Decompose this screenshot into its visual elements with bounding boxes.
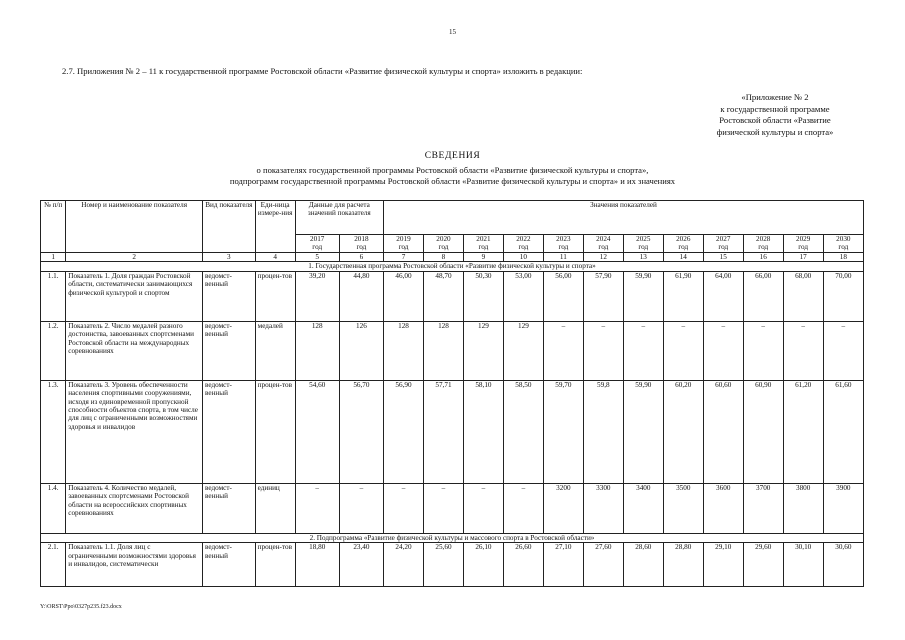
indicator-type: ведомст-венный: [203, 321, 256, 380]
appendix-line: к государственной программе: [720, 103, 830, 114]
indicator-value: –: [423, 483, 463, 533]
indicator-value: 128: [295, 321, 339, 380]
column-number: 3: [203, 253, 256, 262]
indicator-value: 57,71: [423, 380, 463, 483]
indicator-value: 58,50: [503, 380, 543, 483]
column-number: 10: [503, 253, 543, 262]
indicator-name: Показатель 1.1. Доля лиц с ограниченными возможностями здоровья и инвалидов, систематически: [66, 543, 203, 587]
section-title: 2. Подпрограмма «Развитие физической культуры и массового спорта в Ростовской области»: [41, 533, 864, 542]
indicator-value: –: [384, 483, 424, 533]
indicator-type: ведомст-венный: [203, 543, 256, 587]
column-number: 17: [783, 253, 823, 262]
indicator-value: 54,60: [295, 380, 339, 483]
table-row: [41, 271, 864, 321]
indicator-value: 30,10: [783, 543, 823, 587]
table-row: [41, 543, 864, 587]
indicator-unit: медалей: [255, 321, 295, 380]
indicator-value: 44,80: [339, 271, 383, 321]
year-header: 2030 год: [823, 235, 863, 253]
header-values: Значения показателей: [384, 201, 864, 235]
column-number: 6: [339, 253, 383, 262]
indicator-value: 3700: [743, 483, 783, 533]
indicator-value: 28,60: [623, 543, 663, 587]
indicator-value: 64,00: [703, 271, 743, 321]
indicator-value: 29,60: [743, 543, 783, 587]
table-row: [41, 483, 864, 533]
indicator-value: 18,80: [295, 543, 339, 587]
year-header: 2022 год: [503, 235, 543, 253]
indicator-value: 60,90: [743, 380, 783, 483]
column-number: 8: [423, 253, 463, 262]
indicator-value: 61,20: [783, 380, 823, 483]
indicator-value: 30,60: [823, 543, 863, 587]
indicator-type: ведомст-венный: [203, 380, 256, 483]
header-name: Номер и наименование показателя: [66, 201, 203, 253]
column-number: 14: [663, 253, 703, 262]
appendix-line: «Приложение № 2: [741, 92, 809, 102]
indicator-value: 28,80: [663, 543, 703, 587]
header-unit: Еди-ница измере-ния: [255, 201, 295, 253]
indicator-value: 3900: [823, 483, 863, 533]
indicator-value: –: [543, 321, 583, 380]
indicator-value: –: [503, 483, 543, 533]
indicator-value: 27,60: [583, 543, 623, 587]
table-row: [41, 380, 864, 483]
column-number: 13: [623, 253, 663, 262]
row-number: 1.3.: [41, 380, 66, 483]
page-number: 15: [449, 28, 456, 36]
indicator-value: 60,60: [703, 380, 743, 483]
header-base-data: Данные для расчета значений показателя: [295, 201, 383, 235]
indicator-value: 58,10: [463, 380, 503, 483]
indicator-type: ведомст-венный: [203, 483, 256, 533]
indicator-value: 56,70: [339, 380, 383, 483]
subtitle-line: о показателях государственной программы Ростовской области «Развитие физической культуры и спорта»,: [256, 165, 649, 175]
column-number: 16: [743, 253, 783, 262]
indicator-name: Показатель 2. Число медалей разного достоинства, завоеванных спортсменами Ростовской области на международных соревнованиях: [66, 321, 203, 380]
indicator-unit: процен-тов: [255, 543, 295, 587]
indicator-value: 27,10: [543, 543, 583, 587]
indicator-value: 126: [339, 321, 383, 380]
column-number: 2: [66, 253, 203, 262]
indicator-unit: единиц: [255, 483, 295, 533]
column-number: 18: [823, 253, 863, 262]
indicator-value: 3200: [543, 483, 583, 533]
column-number: 5: [295, 253, 339, 262]
indicator-value: –: [463, 483, 503, 533]
indicator-value: 60,20: [663, 380, 703, 483]
indicator-name: Показатель 3. Уровень обеспеченности населения спортивными сооружениями, исходя из единовременной пропускной способности объектов спорта, в том числе для лиц с ограниченными возможностями здоровья и инвалидов: [66, 380, 203, 483]
year-header: 2023 год: [543, 235, 583, 253]
indicator-value: 26,10: [463, 543, 503, 587]
indicator-value: –: [823, 321, 863, 380]
indicator-value: 3500: [663, 483, 703, 533]
document-title: СВЕДЕНИЯ: [424, 151, 481, 161]
indicator-value: –: [743, 321, 783, 380]
file-path-footer: Y:\ORST\Ppo\0327p235.f23.docx: [40, 604, 122, 610]
section-row: [41, 262, 864, 271]
column-number: 11: [543, 253, 583, 262]
year-header: 2020 год: [423, 235, 463, 253]
indicator-value: 57,90: [583, 271, 623, 321]
indicator-value: 3600: [703, 483, 743, 533]
column-number: 4: [255, 253, 295, 262]
year-header: 2028 год: [743, 235, 783, 253]
year-header: 2027 год: [703, 235, 743, 253]
year-header: 2019 год: [384, 235, 424, 253]
indicator-name: Показатель 4. Количество медалей, завоеванных спортсменами Ростовской области на всероссийских спортивных соревнованиях: [66, 483, 203, 533]
appendix-line: Ростовской области «Развитие: [719, 115, 831, 125]
column-number: 12: [583, 253, 623, 262]
indicator-value: 129: [503, 321, 543, 380]
indicator-value: 59,90: [623, 380, 663, 483]
year-header: 2018 год: [339, 235, 383, 253]
indicator-value: 61,60: [823, 380, 863, 483]
indicator-value: 61,90: [663, 271, 703, 321]
table-body: [41, 201, 864, 587]
year-header: 2021 год: [463, 235, 503, 253]
indicator-value: –: [783, 321, 823, 380]
indicator-value: 128: [423, 321, 463, 380]
column-number: 15: [703, 253, 743, 262]
indicator-value: 56,00: [543, 271, 583, 321]
indicators-table: [40, 200, 864, 587]
document-subtitle: [0, 165, 905, 186]
column-number: 1: [41, 253, 66, 262]
year-header: 2017 год: [295, 235, 339, 253]
year-header: 2026 год: [663, 235, 703, 253]
subtitle-line: подпрограмм государственной программы Ростовской области «Развитие физической культуры и спорта» и их значениях: [229, 175, 676, 186]
indicator-type: ведомст-венный: [203, 271, 256, 321]
year-header: 2024 год: [583, 235, 623, 253]
appendix-header: [690, 92, 860, 138]
indicator-value: 24,20: [384, 543, 424, 587]
indicator-value: 59,8: [583, 380, 623, 483]
section-title: 1. Государственная программа Ростовской области «Развитие физической культуры и спорта»: [41, 262, 864, 271]
indicator-value: 29,10: [703, 543, 743, 587]
section-row: [41, 533, 864, 542]
indicator-value: 48,70: [423, 271, 463, 321]
indicator-value: 39,20: [295, 271, 339, 321]
indicator-unit: процен-тов: [255, 271, 295, 321]
column-number: 7: [384, 253, 424, 262]
indicator-value: –: [583, 321, 623, 380]
intro-paragraph: 2.7. Приложения № 2 – 11 к государственной программе Ростовской области «Развитие физической культуры и спорта» изложить в редакции:: [62, 66, 583, 76]
row-number: 1.4.: [41, 483, 66, 533]
indicator-value: 68,00: [783, 271, 823, 321]
indicator-value: 50,30: [463, 271, 503, 321]
year-header: 2029 год: [783, 235, 823, 253]
table-row: [41, 321, 864, 380]
indicator-value: 53,00: [503, 271, 543, 321]
indicator-value: 56,90: [384, 380, 424, 483]
row-number: 1.2.: [41, 321, 66, 380]
row-number: 1.1.: [41, 271, 66, 321]
indicator-value: –: [295, 483, 339, 533]
indicator-value: 46,00: [384, 271, 424, 321]
indicator-value: –: [703, 321, 743, 380]
year-header: 2025 год: [623, 235, 663, 253]
header-num: № п/п: [41, 201, 66, 253]
indicator-value: 25,60: [423, 543, 463, 587]
column-number: 9: [463, 253, 503, 262]
indicator-value: –: [339, 483, 383, 533]
indicator-value: 129: [463, 321, 503, 380]
indicator-value: –: [663, 321, 703, 380]
header-type: Вид показателя: [203, 201, 256, 253]
appendix-line: физической культуры и спорта»: [716, 126, 834, 137]
indicator-value: 3300: [583, 483, 623, 533]
indicator-value: 70,00: [823, 271, 863, 321]
indicator-value: 3800: [783, 483, 823, 533]
indicator-name: Показатель 1. Доля граждан Ростовской области, систематически занимающихся физической культурой и спортом: [66, 271, 203, 321]
row-number: 2.1.: [41, 543, 66, 587]
indicator-value: 59,90: [623, 271, 663, 321]
indicator-unit: процен-тов: [255, 380, 295, 483]
indicator-value: 26,60: [503, 543, 543, 587]
indicator-value: 3400: [623, 483, 663, 533]
indicator-value: 128: [384, 321, 424, 380]
indicator-value: 59,70: [543, 380, 583, 483]
indicator-value: 23,40: [339, 543, 383, 587]
indicator-value: –: [623, 321, 663, 380]
indicator-value: 66,00: [743, 271, 783, 321]
